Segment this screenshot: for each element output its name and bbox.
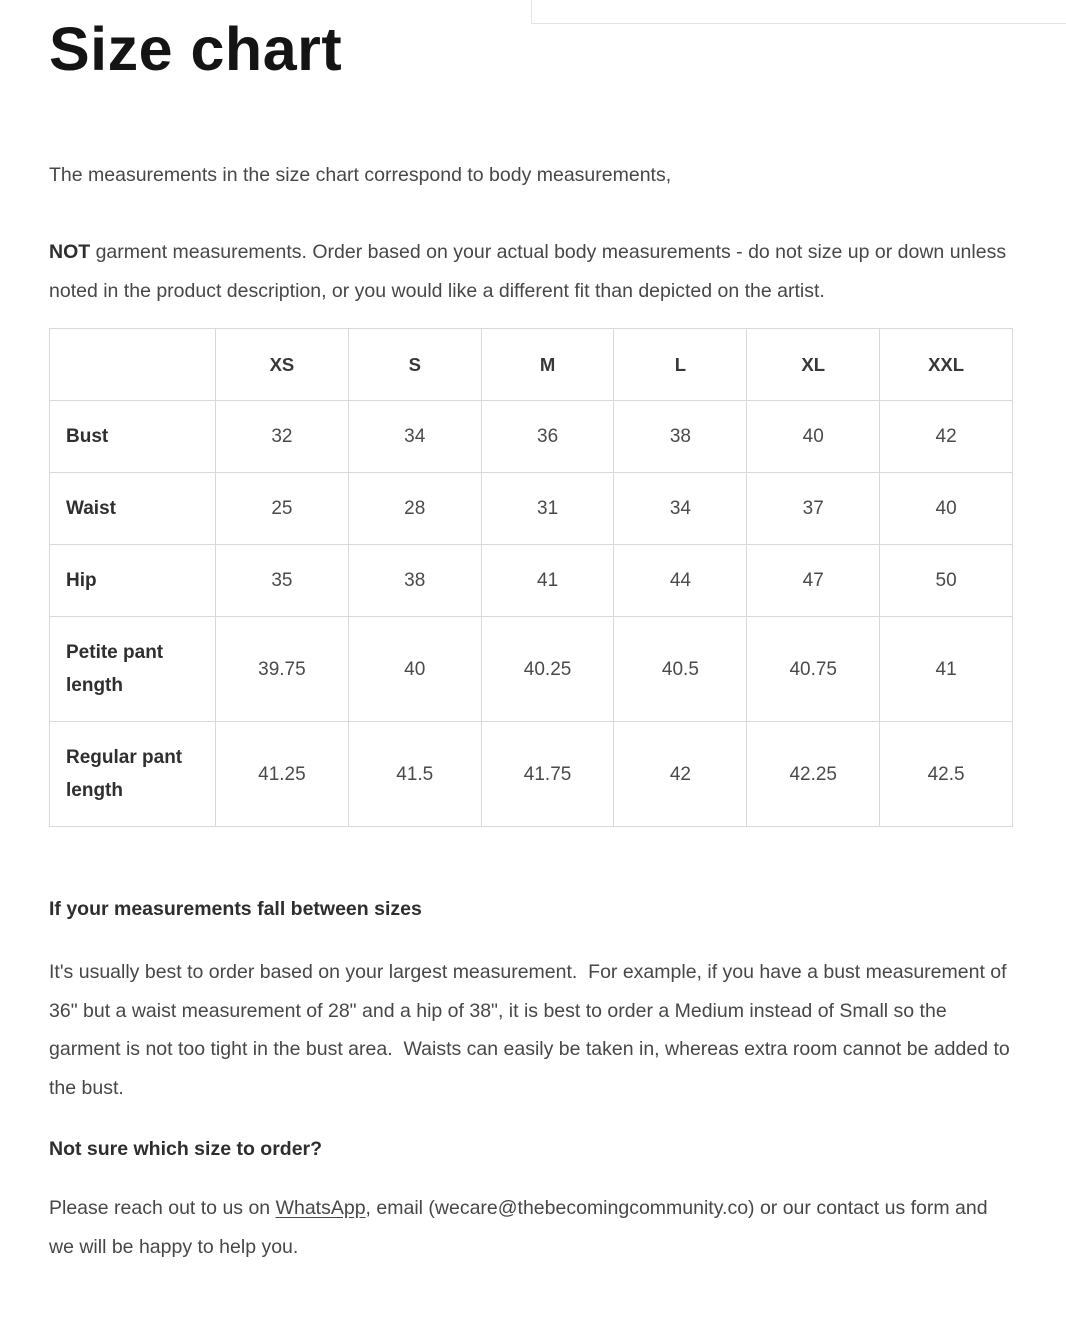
cell-waist-m: 31 [481, 473, 614, 545]
table-corner-cell [50, 329, 216, 401]
cell-waist-xxl: 40 [880, 473, 1013, 545]
cell-petite-xs: 39.75 [216, 617, 349, 722]
cell-bust-xs: 32 [216, 401, 349, 473]
column-header-m: M [481, 329, 614, 401]
cell-petite-s: 40 [348, 617, 481, 722]
cell-petite-m: 40.25 [481, 617, 614, 722]
row-label-hip: Hip [50, 545, 216, 617]
table-row-hip [50, 545, 1013, 617]
column-header-xxl: XXL [880, 329, 1013, 401]
row-label-petite-pant-length: Petite pant length [50, 617, 216, 722]
cell-regular-xs: 41.25 [216, 722, 349, 827]
help-heading: Not sure which size to order? [49, 1138, 323, 1161]
cell-bust-m: 36 [481, 401, 614, 473]
intro-rest: garment measurements. Order based on your actual body measurements - do not size up or down unless noted in the product description, or you would like a different fit than depicted on the artist. [49, 241, 1012, 302]
cell-waist-xl: 37 [747, 473, 880, 545]
help-text-before-link: Please reach out to us on [49, 1197, 276, 1220]
help-paragraph [49, 1189, 1017, 1266]
table-row-bust [50, 401, 1013, 473]
cell-waist-xs: 25 [216, 473, 349, 545]
row-label-waist: Waist [50, 473, 216, 545]
intro-line1: The measurements in the size chart correspond to body measurements, [49, 164, 672, 187]
cell-regular-s: 41.5 [348, 722, 481, 827]
column-header-s: S [348, 329, 481, 401]
size-chart-table [49, 328, 1013, 827]
cell-petite-xl: 40.75 [747, 617, 880, 722]
cell-waist-s: 28 [348, 473, 481, 545]
cell-hip-s: 38 [348, 545, 481, 617]
cell-bust-l: 38 [614, 401, 747, 473]
size-chart-page [0, 14, 1066, 1266]
cell-regular-xl: 42.25 [747, 722, 880, 827]
partial-top-overlay [531, 0, 1066, 24]
table-row-regular-pant-length [50, 722, 1013, 827]
cell-waist-l: 34 [614, 473, 747, 545]
cell-hip-xl: 47 [747, 545, 880, 617]
column-header-xs: XS [216, 329, 349, 401]
column-header-l: L [614, 329, 747, 401]
table-header-row [50, 329, 1013, 401]
table-row-petite-pant-length [50, 617, 1013, 722]
intro-bold-not: NOT [49, 241, 91, 264]
cell-regular-l: 42 [614, 722, 747, 827]
page-title: Size chart [49, 15, 343, 83]
cell-regular-m: 41.75 [481, 722, 614, 827]
table-row-waist [50, 473, 1013, 545]
cell-hip-xs: 35 [216, 545, 349, 617]
between-sizes-heading: If your measurements fall between sizes [49, 898, 422, 921]
help-text-after-link: , email (wecare@thebecomingcommunity.co) or our contact us form and we will be happy to help you. [49, 1197, 993, 1258]
row-label-regular-pant-length: Regular pant length [50, 722, 216, 827]
whatsapp-link[interactable]: WhatsApp [275, 1197, 366, 1220]
cell-petite-l: 40.5 [614, 617, 747, 722]
row-label-bust: Bust [50, 401, 216, 473]
cell-hip-l: 44 [614, 545, 747, 617]
cell-regular-xxl: 42.5 [880, 722, 1013, 827]
column-header-xl: XL [747, 329, 880, 401]
cell-petite-xxl: 41 [880, 617, 1013, 722]
cell-hip-xxl: 50 [880, 545, 1013, 617]
between-sizes-paragraph: It's usually best to order based on your largest measurement. For example, if you have a bust measurement of 36" but a waist measurement of 28" and a hip of 38", it is best to order a Medium instead of Small so the garment is not too tight in the bust area. Waists can easily be taken in, whereas extra room cannot be added to the bust. [49, 961, 1016, 1099]
cell-bust-xl: 40 [747, 401, 880, 473]
cell-hip-m: 41 [481, 545, 614, 617]
cell-bust-s: 34 [348, 401, 481, 473]
cell-bust-xxl: 42 [880, 401, 1013, 473]
intro-paragraph [49, 156, 1017, 310]
